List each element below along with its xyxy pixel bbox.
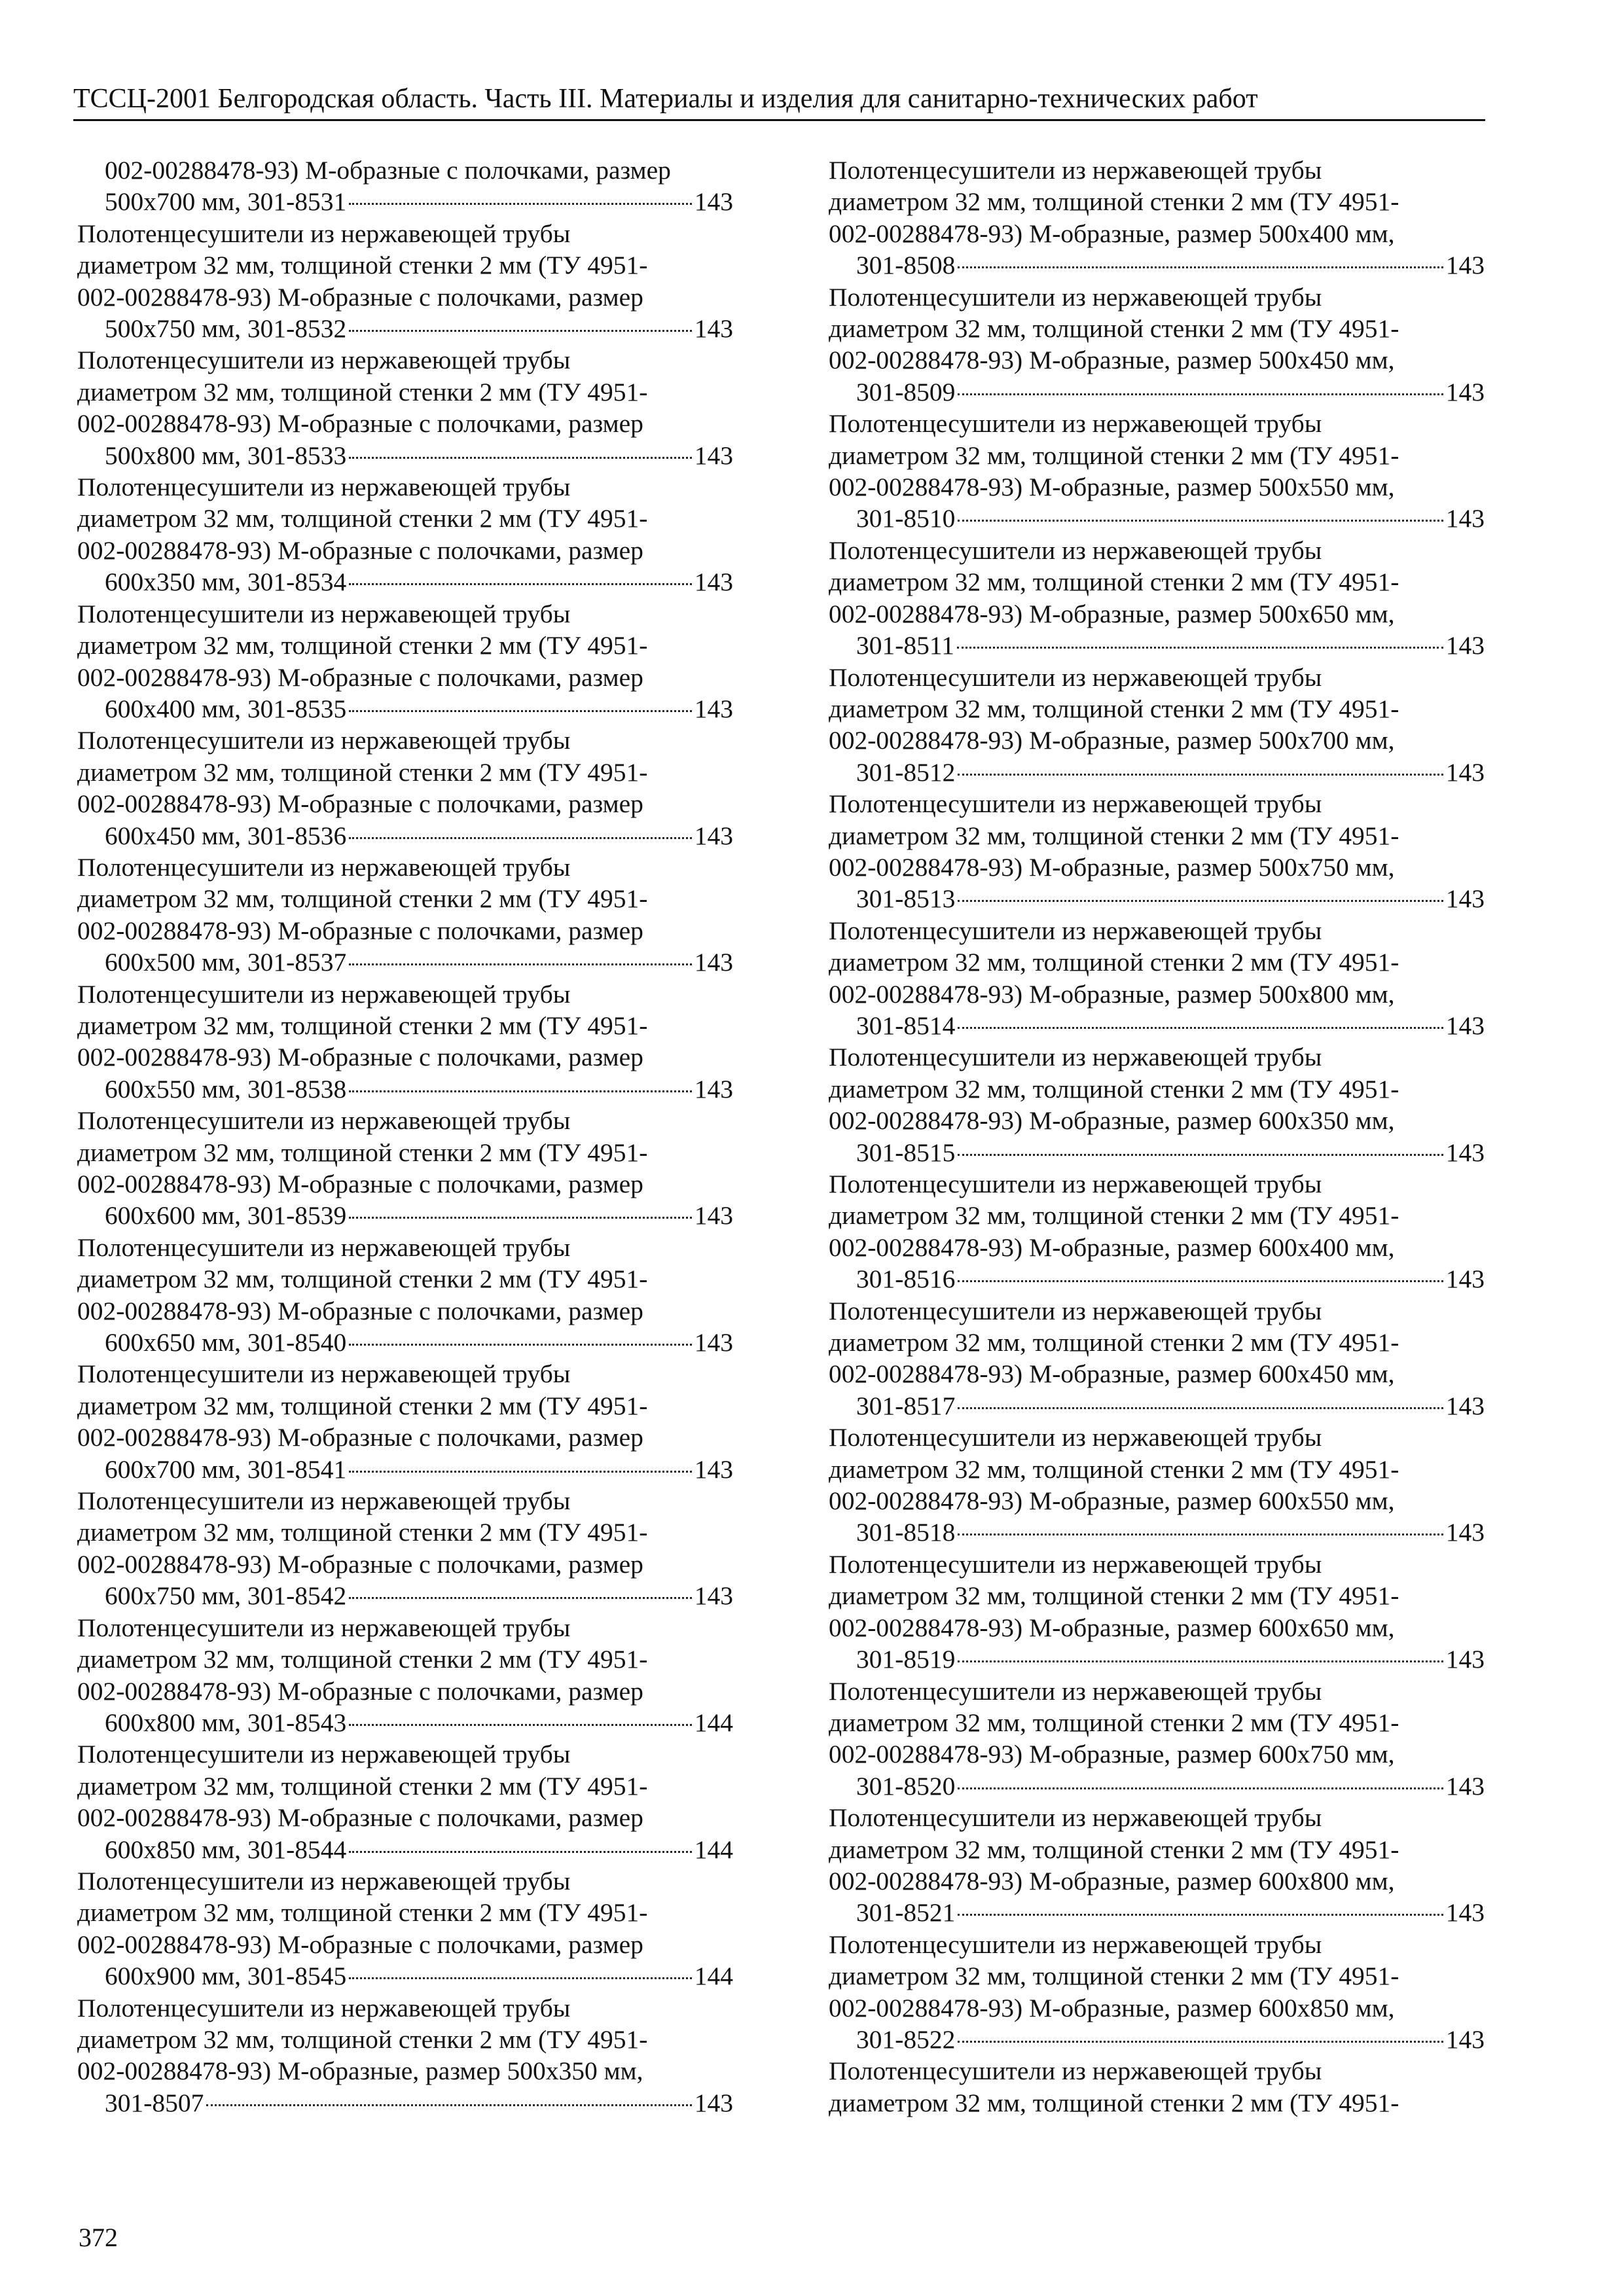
entry-page-ref: 144 (694, 1962, 733, 1991)
dot-leader (958, 393, 1443, 395)
entry-text-line: 002-00288478-93) М-образные с полочками, размер (77, 535, 643, 565)
index-entry (829, 1802, 1485, 1929)
entry-last-line (105, 1454, 733, 1485)
entry-text-line: диаметром 32 мм, толщиной стенки 2 мм (ТУ 4951- (829, 567, 1399, 597)
entry-text-line: 002-00288478-93) М-образные, размер 500х800 мм, (829, 979, 1395, 1009)
entry-text-line: 002-00288478-93) М-образные с полочками, размер (77, 916, 643, 945)
entry-page-ref: 144 (694, 1708, 733, 1737)
entry-page-ref: 143 (694, 1328, 733, 1357)
entry-text-line: Полотенцесушители из нержавеющей трубы (77, 346, 571, 375)
entry-text-line: диаметром 32 мм, толщиной стенки 2 мм (ТУ 4951- (829, 1328, 1399, 1357)
entry-last-line (856, 1390, 1485, 1422)
entry-last-line (105, 1580, 733, 1611)
entry-text-line: диаметром 32 мм, толщиной стенки 2 мм (ТУ 4951- (829, 948, 1399, 977)
dot-leader (958, 1534, 1443, 1535)
entry-last-line (856, 883, 1485, 914)
entry-last-line (856, 1263, 1485, 1295)
entry-text-line: 002-00288478-93) М-образные, размер 600х750 мм, (829, 1740, 1395, 1769)
entry-text-line: диаметром 32 мм, толщиной стенки 2 мм (ТУ 4951- (829, 1201, 1399, 1230)
entry-code: 600х550 мм, 301-8538 (105, 1074, 347, 1103)
dot-leader (349, 1090, 691, 1092)
entry-text-line: 002-00288478-93) М-образные, размер 500х400 мм, (829, 219, 1395, 248)
entry-text-line: диаметром 32 мм, толщиной стенки 2 мм (ТУ 4951- (829, 1962, 1399, 1991)
entry-text-line: 002-00288478-93) М-образные, размер 500х350 мм, (77, 2056, 643, 2086)
entry-text-line: Полотенцесушители из нержавеющей трубы (77, 726, 571, 755)
entry-code: 301-8513 (856, 884, 956, 914)
entry-text-line: Полотенцесушители из нержавеющей трубы (829, 1423, 1322, 1452)
index-entry (829, 1041, 1485, 1168)
entry-page-ref: 143 (694, 1074, 733, 1103)
entry-text-line: Полотенцесушители из нержавеющей трубы (829, 2056, 1322, 2086)
dot-leader (349, 710, 691, 712)
entry-text-line: 002-00288478-93) М-образные с полочками, размер (77, 1170, 643, 1198)
entry-text-line: Полотенцесушители из нержавеющей трубы (77, 473, 571, 502)
entry-code: 301-8507 (105, 2088, 204, 2117)
entry-code: 301-8508 (856, 251, 956, 280)
entry-text-line: Полотенцесушители из нержавеющей трубы (829, 789, 1322, 819)
entry-text-line: 002-00288478-93) М-образные, размер 500х550 мм, (829, 473, 1395, 502)
entry-text-line: диаметром 32 мм, толщиной стенки 2 мм (ТУ 4951- (829, 314, 1399, 344)
dot-leader (957, 647, 1443, 649)
dot-leader (349, 330, 691, 332)
index-entry (77, 852, 733, 978)
entry-page-ref: 143 (694, 187, 733, 217)
entry-page-ref: 143 (1445, 2024, 1485, 2054)
index-entry (829, 535, 1485, 662)
dot-leader (349, 1344, 691, 1346)
dot-leader (206, 2104, 691, 2106)
entry-code: 301-8518 (856, 1518, 956, 1547)
entry-text-line: Полотенцесушители из нержавеющей трубы (829, 1043, 1322, 1072)
entry-text-line: диаметром 32 мм, толщиной стенки 2 мм (ТУ 4951- (77, 1518, 648, 1547)
entry-code: 301-8522 (856, 2024, 956, 2054)
entry-last-line (105, 440, 733, 471)
dot-leader (349, 1217, 691, 1219)
entry-code: 301-8520 (856, 1771, 956, 1801)
entry-text-line: диаметром 32 мм, толщиной стенки 2 мм (ТУ 4951- (829, 1708, 1399, 1737)
entry-code: 301-8510 (856, 504, 956, 533)
entry-text-line: диаметром 32 мм, толщиной стенки 2 мм (ТУ 4951- (77, 757, 648, 787)
index-entry (77, 1738, 733, 1865)
entry-last-line (105, 820, 733, 852)
entry-text-line: Полотенцесушители из нержавеющей трубы (77, 979, 571, 1009)
entry-text-line: Полотенцесушители из нержавеющей трубы (77, 1866, 571, 1895)
entry-last-line (105, 313, 733, 344)
entry-last-line (105, 2087, 733, 2119)
entry-text-line: 002-00288478-93) М-образные с полочками, размер (77, 1676, 643, 1706)
entry-text-line: Полотенцесушители из нержавеющей трубы (77, 852, 571, 882)
entry-page-ref: 143 (1445, 1645, 1485, 1674)
entry-last-line (856, 1137, 1485, 1168)
dot-leader (958, 1027, 1443, 1029)
index-entry (77, 1358, 733, 1485)
entry-code: 600х500 мм, 301-8537 (105, 948, 347, 977)
entry-text-line: 002-00288478-93) М-образные с полочками, размер (77, 409, 643, 439)
page-number: 372 (79, 2223, 118, 2252)
entry-text-line: диаметром 32 мм, толщиной стенки 2 мм (ТУ 4951- (77, 1391, 648, 1420)
entry-code: 600х800 мм, 301-8543 (105, 1708, 347, 1737)
entry-text-line: Полотенцесушители из нержавеющей трубы (829, 916, 1322, 945)
entry-page-ref: 143 (1445, 377, 1485, 406)
entry-code: 301-8519 (856, 1645, 956, 1674)
entry-text-line: Полотенцесушители из нержавеющей трубы (77, 1486, 571, 1516)
entry-text-line: Полотенцесушители из нержавеющей трубы (829, 282, 1322, 312)
entry-page-ref: 143 (1445, 1898, 1485, 1928)
entry-code: 301-8509 (856, 377, 956, 406)
entry-text-line: Полотенцесушители из нержавеющей трубы (77, 599, 571, 628)
dot-leader (958, 774, 1443, 776)
index-entry (77, 978, 733, 1105)
entry-last-line (105, 566, 733, 598)
entry-text-line: Полотенцесушители из нержавеющей трубы (829, 1929, 1322, 1959)
entry-text-line: диаметром 32 мм, толщиной стенки 2 мм (ТУ 4951- (829, 1454, 1399, 1484)
dot-leader (958, 900, 1443, 902)
dot-leader (349, 583, 691, 585)
entry-text-line: диаметром 32 мм, толщиной стенки 2 мм (ТУ 4951- (77, 504, 648, 533)
index-entry (829, 662, 1485, 789)
entry-text-line: 002-00288478-93) М-образные с полочками, размер (77, 789, 643, 819)
index-entry (829, 154, 1485, 281)
entry-code: 600х900 мм, 301-8545 (105, 1962, 347, 1991)
entry-text-line: Полотенцесушители из нержавеющей трубы (829, 535, 1322, 565)
entry-text-line: 002-00288478-93) М-образные с полочками, размер (77, 1549, 643, 1579)
index-entry (829, 788, 1485, 915)
entry-last-line (856, 1516, 1485, 1548)
entry-text-line: 002-00288478-93) М-образные с полочками, размер (77, 662, 643, 692)
entry-code: 301-8512 (856, 757, 956, 787)
dot-leader (349, 963, 691, 965)
entry-last-line (856, 2024, 1485, 2055)
index-entry (829, 281, 1485, 408)
entry-last-line (105, 1707, 733, 1738)
entry-last-line (105, 1960, 733, 1992)
entry-last-line (856, 757, 1485, 788)
entry-text-line: диаметром 32 мм, толщиной стенки 2 мм (ТУ 4951- (829, 694, 1399, 723)
entry-last-line (856, 376, 1485, 408)
entry-page-ref: 143 (694, 314, 733, 344)
entry-last-line (856, 1010, 1485, 1041)
dot-leader (958, 520, 1443, 522)
entry-last-line (856, 1897, 1485, 1928)
entry-text-line: Полотенцесушители из нержавеющей трубы (829, 662, 1322, 692)
dot-leader (349, 837, 691, 839)
entry-text-line: 002-00288478-93) М-образные с полочками, размер (77, 282, 643, 312)
entry-code: 301-8521 (856, 1898, 956, 1928)
entry-text-line: диаметром 32 мм, толщиной стенки 2 мм (ТУ 4951- (77, 631, 648, 660)
entry-text-line: Полотенцесушители из нержавеющей трубы (77, 1993, 571, 2022)
entry-text-line: 002-00288478-93) М-образные, размер 500х700 мм, (829, 726, 1395, 755)
entry-page-ref: 143 (1445, 1138, 1485, 1167)
entry-text-line: диаметром 32 мм, толщиной стенки 2 мм (ТУ 4951- (77, 1771, 648, 1801)
index-entry (77, 471, 733, 598)
entry-text-line: диаметром 32 мм, толщиной стенки 2 мм (ТУ 4951- (829, 1835, 1399, 1864)
index-column-right (829, 154, 1485, 2119)
entry-text-line: 002-00288478-93) М-образные, размер 600х450 мм, (829, 1359, 1395, 1389)
entry-page-ref: 143 (1445, 1265, 1485, 1294)
entry-text-line: Полотенцесушители из нержавеющей трубы (77, 219, 571, 248)
entry-text-line: Полотенцесушители из нержавеющей трубы (829, 1803, 1322, 1833)
dot-leader (349, 457, 691, 459)
entry-text-line: диаметром 32 мм, толщиной стенки 2 мм (ТУ 4951- (829, 2088, 1399, 2117)
running-header: ТССЦ-2001 Белгородская область. Часть III. Материалы и изделия для санитарно-технических работ (73, 81, 1485, 121)
entry-page-ref: 143 (1445, 1771, 1485, 1801)
entry-last-line (856, 1643, 1485, 1675)
entry-page-ref: 143 (1445, 884, 1485, 914)
index-entry (829, 915, 1485, 1042)
entry-page-ref: 143 (1445, 757, 1485, 787)
entry-text-line: диаметром 32 мм, толщиной стенки 2 мм (ТУ 4951- (77, 1011, 648, 1040)
entry-last-line (856, 1770, 1485, 1802)
index-entry (829, 1929, 1485, 2056)
index-entry (829, 2055, 1485, 2119)
entry-last-line (105, 1073, 733, 1105)
entry-code: 600х600 мм, 301-8539 (105, 1201, 347, 1230)
entry-text-line: диаметром 32 мм, толщиной стенки 2 мм (ТУ 4951- (77, 251, 648, 280)
entry-text-line: 002-00288478-93) М-образные с полочками, размер (77, 1043, 643, 1072)
dot-leader (349, 1724, 691, 1726)
entry-page-ref: 143 (1445, 504, 1485, 533)
entry-page-ref: 143 (1445, 1391, 1485, 1420)
entry-code: 600х750 мм, 301-8542 (105, 1581, 347, 1611)
entry-page-ref: 143 (1445, 1518, 1485, 1547)
entry-text-line: диаметром 32 мм, толщиной стенки 2 мм (ТУ 4951- (829, 1581, 1399, 1611)
index-entry (829, 408, 1485, 535)
entry-page-ref: 143 (694, 2088, 733, 2117)
entry-text-line: Полотенцесушители из нержавеющей трубы (77, 1613, 571, 1642)
dot-leader (349, 1597, 691, 1599)
index-column-left (77, 154, 733, 2119)
dot-leader (349, 1977, 691, 1979)
entry-text-line: Полотенцесушители из нержавеющей трубы (77, 1740, 571, 1769)
entry-text-line: Полотенцесушители из нержавеющей трубы (77, 1232, 571, 1262)
entry-text-line: диаметром 32 мм, толщиной стенки 2 мм (ТУ 4951- (77, 1645, 648, 1674)
index-entry (829, 1422, 1485, 1549)
entry-page-ref: 143 (694, 1454, 733, 1484)
entry-page-ref: 143 (694, 1201, 733, 1230)
entry-last-line (105, 946, 733, 978)
entry-text-line: Полотенцесушители из нержавеющей трубы (829, 1296, 1322, 1325)
entry-code: 500х700 мм, 301-8531 (105, 187, 347, 217)
entry-text-line: 002-00288478-93) М-образные, размер 600х850 мм, (829, 1993, 1395, 2022)
entry-code: 500х800 мм, 301-8533 (105, 440, 347, 470)
entry-text-line: 002-00288478-93) М-образные с полочками, размер (105, 156, 671, 185)
entry-text-line: Полотенцесушители из нержавеющей трубы (829, 1549, 1322, 1579)
entry-text-line: 002-00288478-93) М-образные, размер 600х350 мм, (829, 1106, 1395, 1136)
entry-page-ref: 143 (694, 694, 733, 723)
entry-text-line: 002-00288478-93) М-образные, размер 600х800 мм, (829, 1866, 1395, 1895)
index-entry (77, 598, 733, 725)
entry-text-line: 002-00288478-93) М-образные, размер 600х400 мм, (829, 1232, 1395, 1262)
dot-leader (958, 1154, 1443, 1156)
entry-text-line: диаметром 32 мм, толщиной стенки 2 мм (ТУ 4951- (829, 1074, 1399, 1103)
entry-text-line: Полотенцесушители из нержавеющей трубы (829, 1170, 1322, 1198)
index-entry (77, 1992, 733, 2119)
entry-last-line (856, 630, 1485, 661)
entry-page-ref: 143 (694, 567, 733, 597)
index-entry (829, 1549, 1485, 1676)
entry-last-line (105, 186, 733, 217)
entry-text-line: диаметром 32 мм, толщиной стенки 2 мм (ТУ 4951- (77, 2024, 648, 2054)
entry-text-line: 002-00288478-93) М-образные, размер 600х650 мм, (829, 1613, 1395, 1642)
entry-last-line (105, 1327, 733, 1358)
entry-code: 301-8511 (856, 631, 954, 660)
dot-leader (958, 1914, 1443, 1916)
entry-text-line: 002-00288478-93) М-образные, размер 600х550 мм, (829, 1486, 1395, 1516)
index-entry (77, 1485, 733, 1612)
entry-last-line (105, 1200, 733, 1231)
entry-text-line: Полотенцесушители из нержавеющей трубы (77, 1359, 571, 1389)
dot-leader (958, 1787, 1443, 1789)
entry-text-line: 002-00288478-93) М-образные с полочками, размер (77, 1423, 643, 1452)
entry-text-line: 002-00288478-93) М-образные с полочками, размер (77, 1929, 643, 1959)
entry-text-line: Полотенцесушители из нержавеющей трубы (829, 156, 1322, 185)
entry-code: 600х850 мм, 301-8544 (105, 1835, 347, 1864)
dot-leader (958, 266, 1443, 268)
index-entry (77, 1232, 733, 1359)
index-entry (77, 154, 733, 218)
entry-text-line: 002-00288478-93) М-образные, размер 500х450 мм, (829, 346, 1395, 375)
index-entry (77, 218, 733, 345)
entry-page-ref: 143 (694, 1581, 733, 1611)
entry-text-line: диаметром 32 мм, толщиной стенки 2 мм (ТУ 4951- (77, 884, 648, 914)
entry-code: 600х400 мм, 301-8535 (105, 694, 347, 723)
entry-page-ref: 143 (1445, 251, 1485, 280)
entry-code: 301-8514 (856, 1011, 956, 1040)
entry-last-line (856, 249, 1485, 281)
dot-leader (349, 1471, 691, 1473)
dot-leader (958, 1407, 1443, 1409)
entry-last-line (856, 503, 1485, 534)
index-entry (77, 344, 733, 471)
index-entry (77, 1865, 733, 1992)
entry-code: 600х650 мм, 301-8540 (105, 1328, 347, 1357)
entry-code: 500х750 мм, 301-8532 (105, 314, 347, 344)
entry-page-ref: 144 (694, 1835, 733, 1864)
index-entry (77, 1105, 733, 1232)
entry-text-line: диаметром 32 мм, толщиной стенки 2 мм (ТУ 4951- (829, 187, 1399, 217)
entry-code: 301-8515 (856, 1138, 956, 1167)
entry-text-line: диаметром 32 мм, толщиной стенки 2 мм (ТУ 4951- (77, 1898, 648, 1928)
entry-text-line: диаметром 32 мм, толщиной стенки 2 мм (ТУ 4951- (77, 1265, 648, 1294)
index-entry (77, 1612, 733, 1739)
entry-page-ref: 143 (1445, 1011, 1485, 1040)
entry-text-line: диаметром 32 мм, толщиной стенки 2 мм (ТУ 4951- (829, 821, 1399, 850)
entry-code: 301-8517 (856, 1391, 956, 1420)
entry-text-line: Полотенцесушители из нержавеющей трубы (829, 1676, 1322, 1706)
entry-page-ref: 143 (1445, 631, 1485, 660)
entry-code: 600х450 мм, 301-8536 (105, 821, 347, 850)
entry-text-line: диаметром 32 мм, толщиной стенки 2 мм (ТУ 4951- (77, 377, 648, 406)
dot-leader (958, 1280, 1443, 1282)
dot-leader (958, 1660, 1443, 1662)
entry-last-line (105, 1834, 733, 1865)
entry-code: 600х700 мм, 301-8541 (105, 1454, 347, 1484)
dot-leader (958, 2041, 1443, 2043)
entry-text-line: диаметром 32 мм, толщиной стенки 2 мм (ТУ 4951- (829, 440, 1399, 470)
index-entry (829, 1676, 1485, 1803)
entry-text-line: Полотенцесушители из нержавеющей трубы (77, 1106, 571, 1136)
dot-leader (349, 1851, 691, 1853)
entry-page-ref: 143 (694, 821, 733, 850)
entry-text-line: 002-00288478-93) М-образные с полочками, размер (77, 1296, 643, 1325)
index-entry (829, 1295, 1485, 1422)
index-entry (77, 725, 733, 852)
entry-last-line (105, 693, 733, 725)
entry-text-line: Полотенцесушители из нержавеющей трубы (829, 409, 1322, 439)
entry-page-ref: 143 (694, 440, 733, 470)
entry-text-line: 002-00288478-93) М-образные, размер 500х750 мм, (829, 852, 1395, 882)
entry-code: 600х350 мм, 301-8534 (105, 567, 347, 597)
index-entry (829, 1168, 1485, 1295)
entry-text-line: 002-00288478-93) М-образные, размер 500х650 мм, (829, 599, 1395, 628)
dot-leader (349, 203, 691, 205)
entry-text-line: 002-00288478-93) М-образные с полочками, размер (77, 1803, 643, 1833)
entry-text-line: диаметром 32 мм, толщиной стенки 2 мм (ТУ 4951- (77, 1138, 648, 1167)
entry-page-ref: 143 (694, 948, 733, 977)
entry-code: 301-8516 (856, 1265, 956, 1294)
